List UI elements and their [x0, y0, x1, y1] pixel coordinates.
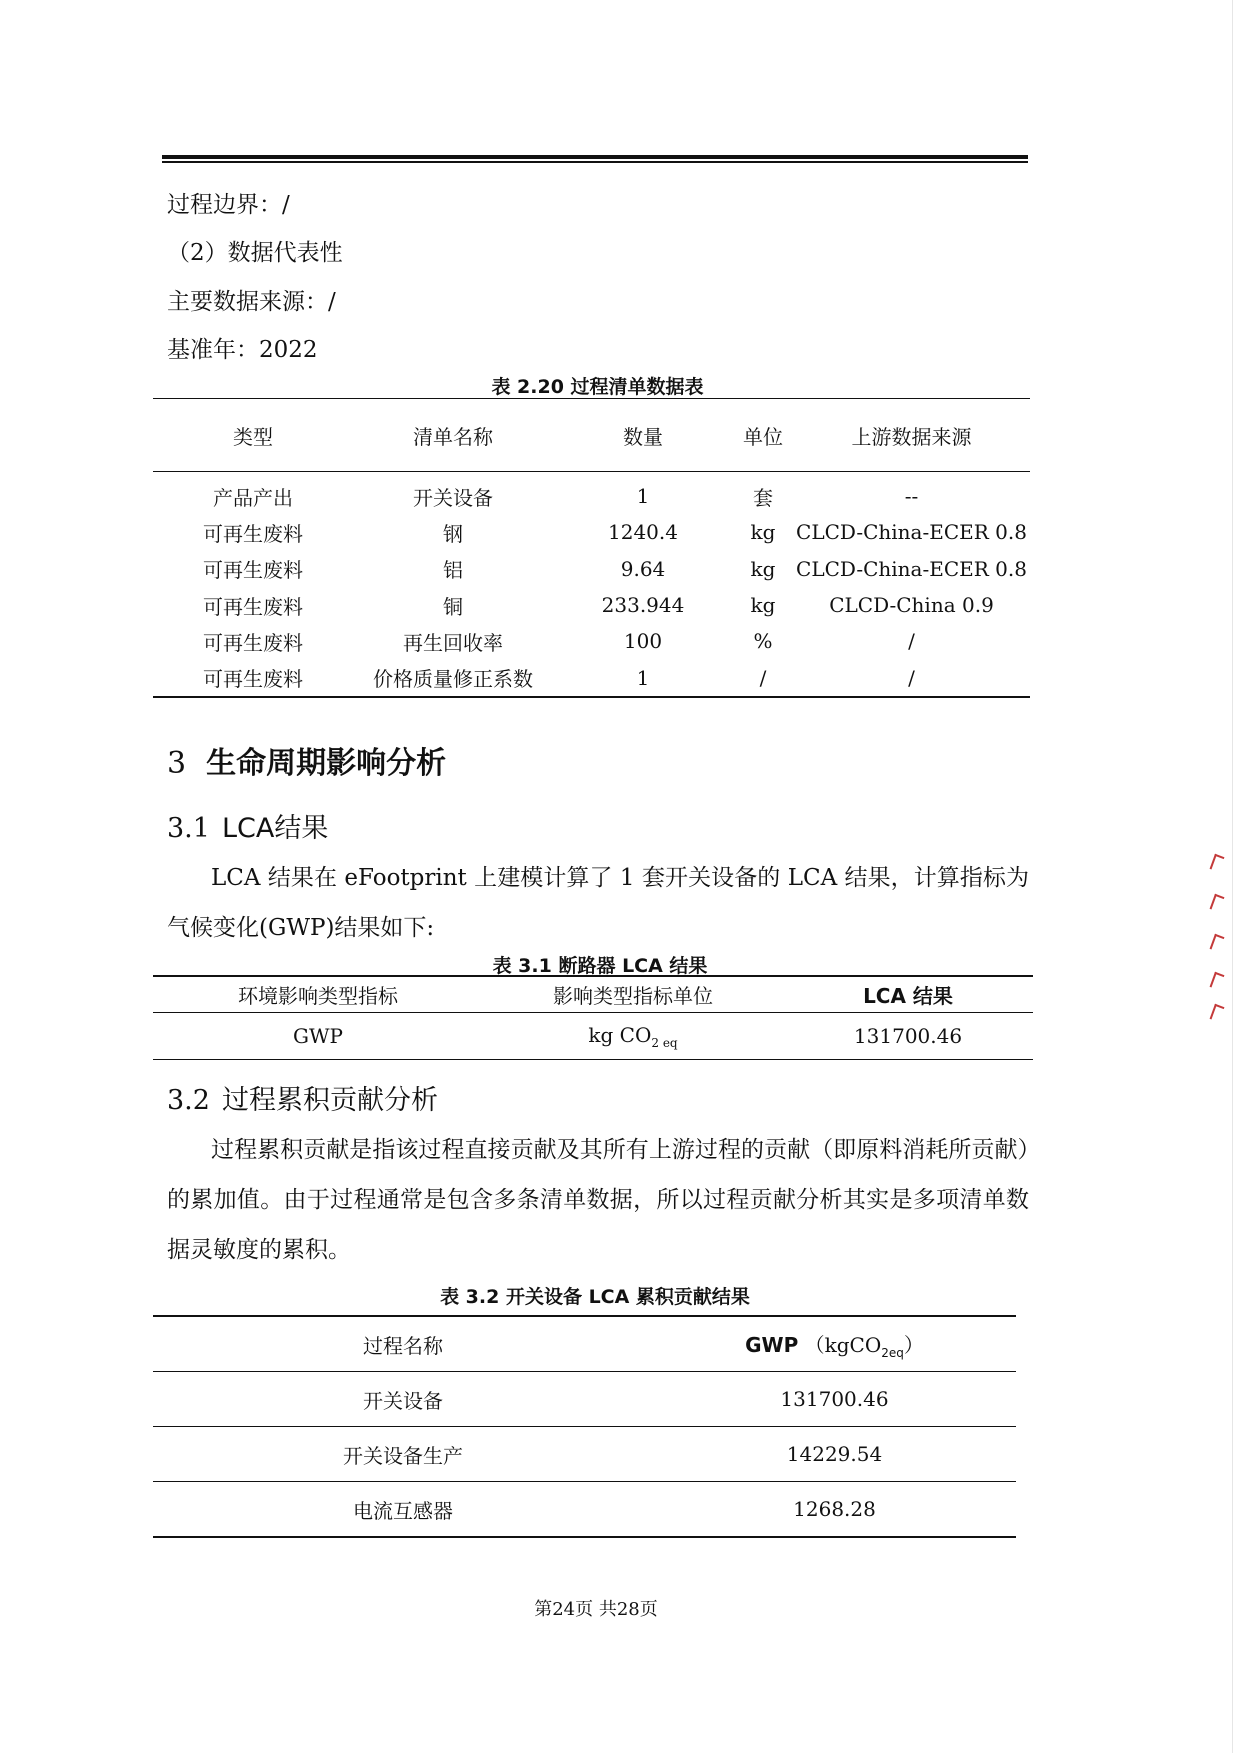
cell-source: CLCD-China 0.9 [829, 593, 994, 618]
header-type: 类型 [153, 399, 353, 472]
table-row [153, 1427, 1016, 1482]
cell-name: 钢 [443, 521, 463, 546]
section-title: 生命周期影响分析 [206, 746, 447, 781]
lca-result-table [153, 975, 1033, 1060]
cell-type: 产品产出 [213, 485, 293, 510]
section-number: 3.1 [167, 813, 210, 844]
cell-unit: 套 [753, 485, 773, 510]
page-number-footer: 第24页 共28页 [534, 1599, 658, 1620]
cell-quantity: 9.64 [620, 556, 666, 581]
table-header-row [153, 399, 1030, 472]
cell-source: CLCD-China-ECER 0.8 [796, 520, 1027, 545]
section-3-2-heading [167, 1078, 438, 1117]
table-row [153, 1372, 1016, 1427]
gwp-unit: （kgCO [804, 1332, 882, 1357]
table-row [153, 623, 1030, 659]
gwp-unit-subscript: 2eq [881, 1345, 904, 1360]
cell-type: 可再生废料 [203, 630, 303, 655]
cell-unit: / [759, 665, 767, 690]
lca-result-paragraph [167, 853, 1029, 953]
cell-quantity: 1 [636, 484, 650, 509]
process-boundary-text: 过程边界：/ [167, 192, 290, 218]
cell-type: 可再生废料 [203, 594, 303, 619]
cell-quantity: 233.944 [601, 593, 685, 618]
table-header-row [153, 976, 1033, 1013]
unit-subscript: 2 eq [651, 1035, 678, 1050]
cell-quantity: 1 [636, 665, 650, 690]
section-3-1-heading [167, 806, 328, 845]
cell-source: / [908, 665, 915, 690]
table-row [153, 514, 1030, 550]
header-indicator: 环境影响类型指标 [153, 976, 483, 1013]
cell-name: 价格质量修正系数 [373, 667, 533, 692]
table-row [153, 659, 1030, 696]
cell-quantity: 100 [623, 629, 663, 654]
cell-indicator: GWP [293, 1024, 343, 1048]
cell-result: 131700.46 [853, 1024, 963, 1048]
header-unit: 单位 [733, 399, 793, 472]
section-title: LCA结果 [221, 813, 329, 844]
section-number: 3 [167, 746, 187, 781]
cell-process-name: 开关设备生产 [153, 1427, 653, 1482]
cell-name: 再生回收率 [403, 630, 503, 655]
cell-type: 可再生废料 [203, 521, 303, 546]
cell-gwp-value: 1268.28 [793, 1497, 876, 1521]
cell-type: 可再生废料 [203, 558, 303, 583]
process-inventory-table [153, 398, 1030, 698]
page-edge-line [1232, 0, 1233, 1753]
cell-gwp-value: 131700.46 [653, 1372, 1016, 1427]
cell-process-name: 开关设备 [153, 1372, 653, 1427]
header-process-name: 过程名称 [153, 1316, 653, 1372]
section-title: 过程累积贡献分析 [221, 1085, 438, 1116]
header-lca-result: LCA 结果 [783, 976, 1033, 1013]
cell-unit: kg [750, 593, 776, 618]
section-number: 3.2 [167, 1085, 210, 1116]
table-row [153, 472, 1030, 515]
cell-name: 铜 [443, 594, 463, 619]
table-row [153, 551, 1030, 587]
cell-unit: % [753, 629, 773, 654]
paragraph-text: 过程累积贡献是指该过程直接贡献及其所有上游过程的贡献（即原料消耗所贡献）的累加值。由于过程通常是包含多条清单数据，所以过程贡献分析其实是多项清单数据灵敏度的累积。 [167, 1137, 1029, 1263]
paragraph-text: LCA 结果在 eFootprint 上建模计算了 1 套开关设备的 LCA 结果，计算指标为气候变化(GWP)结果如下: [167, 865, 1029, 941]
gwp-label: GWP [745, 1332, 799, 1357]
cell-quantity: 1240.4 [608, 520, 678, 545]
cell-type: 可再生废料 [203, 667, 303, 692]
table-row [153, 587, 1030, 623]
header-inventory-name: 清单名称 [353, 399, 553, 472]
cumulative-contribution-table [153, 1315, 1016, 1538]
header-double-rule [162, 155, 1028, 164]
header-quantity: 数量 [553, 399, 733, 472]
header-indicator-unit: 影响类型指标单位 [483, 976, 783, 1013]
base-year-text: 基准年：2022 [167, 337, 318, 363]
cell-unit: kg [750, 520, 776, 545]
table-3-2-caption: 表 3.2 开关设备 LCA 累积贡献结果 [440, 1286, 750, 1308]
table-row [153, 1482, 1016, 1538]
cumulative-contribution-paragraph [167, 1125, 1029, 1275]
seal-edge-marks [1208, 855, 1226, 1025]
main-data-source-text: 主要数据来源：/ [167, 289, 336, 315]
table-2-20-caption: 表 2.20 过程清单数据表 [491, 376, 704, 398]
table-row [153, 1013, 1033, 1060]
header-gwp [653, 1316, 1016, 1372]
cell-source: CLCD-China-ECER 0.8 [796, 556, 1027, 581]
table-3-1-caption: 表 3.1 断路器 LCA 结果 [492, 955, 708, 977]
header-upstream-source: 上游数据来源 [793, 399, 1030, 472]
gwp-unit-close: ） [903, 1332, 924, 1357]
cell-source: / [908, 629, 915, 654]
section-3-heading [167, 738, 446, 782]
unit-main: kg CO [588, 1022, 652, 1047]
cell-gwp-value: 14229.54 [653, 1427, 1016, 1482]
data-representativeness-heading: （2）数据代表性 [167, 240, 343, 266]
cell-process-name: 电流互感器 [353, 1498, 453, 1523]
table-header-row [153, 1316, 1016, 1372]
cell-name: 铝 [443, 558, 463, 583]
cell-unit: kg [750, 556, 776, 581]
cell-unit [483, 1013, 783, 1060]
cell-source: -- [904, 484, 919, 509]
cell-name: 开关设备 [413, 485, 493, 510]
